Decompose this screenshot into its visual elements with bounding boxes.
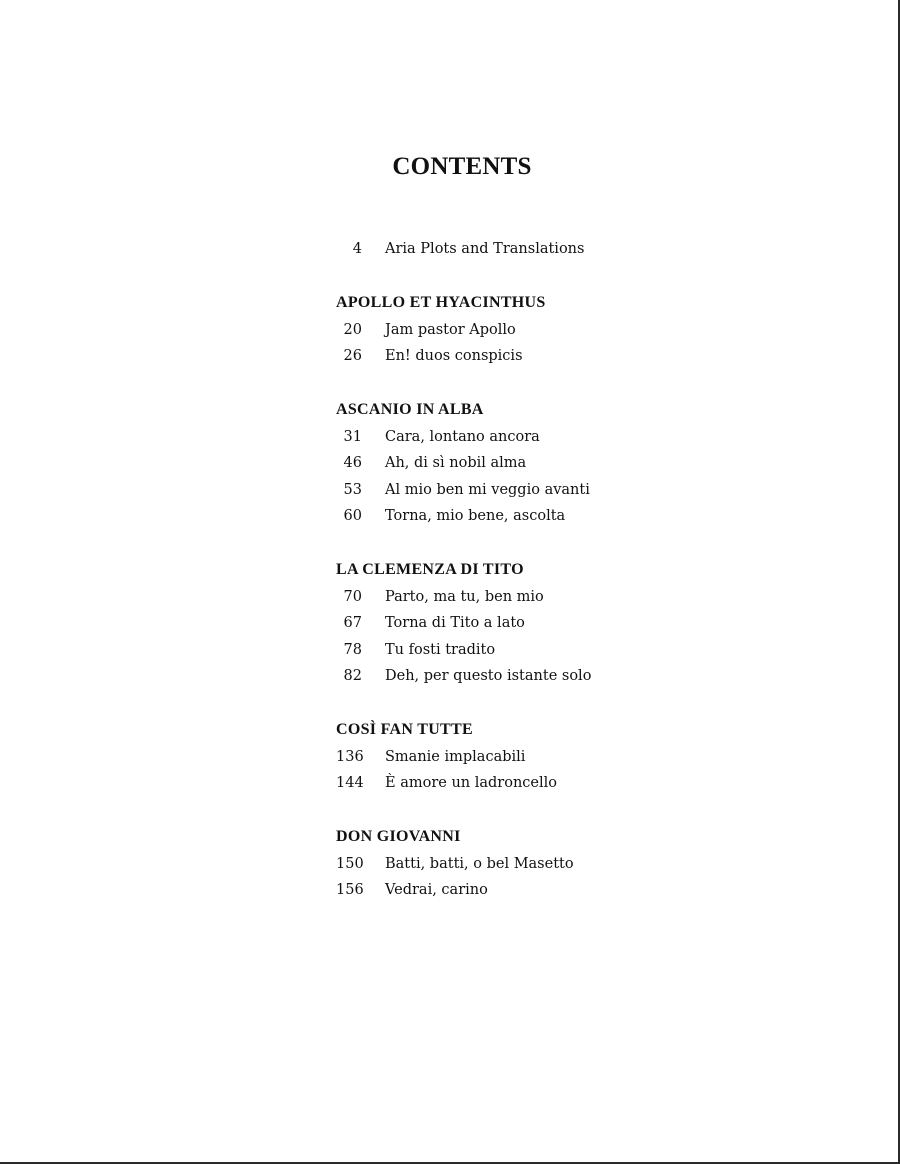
toc-entry: [336, 424, 756, 451]
toc-page-number: 53: [343, 481, 362, 498]
toc-entry: [336, 637, 756, 664]
toc-entry-title: È amore un ladroncello: [385, 775, 557, 791]
toc-section-ascanio-in-alba: [336, 396, 756, 530]
toc-page-number: 136: [336, 748, 364, 765]
toc-section-la-clemenza-di-tito: [336, 556, 756, 690]
toc-entry-title: Torna, mio bene, ascolta: [385, 508, 566, 524]
toc-entry-title: Smanie implacabili: [385, 748, 526, 765]
toc-page-number: 82: [343, 668, 362, 684]
toc-page-number: 67: [343, 615, 362, 631]
toc-entry: [336, 770, 756, 797]
toc-page-number: 144: [336, 775, 364, 791]
toc-page-number: 60: [343, 508, 362, 524]
toc-entry: [336, 236, 756, 263]
toc-page-number: 4: [352, 241, 362, 257]
toc-page-number: 70: [343, 588, 362, 605]
toc-entry: [336, 343, 756, 370]
toc-entry-title: Cara, lontano ancora: [385, 428, 540, 445]
toc-page-number: 20: [343, 321, 362, 338]
toc-entry: [336, 877, 756, 904]
toc-page-number: 156: [336, 882, 364, 898]
page-title: CONTENTS: [392, 153, 532, 180]
toc-entry: [336, 744, 756, 771]
toc-entry: [336, 317, 756, 344]
toc-entry: [336, 851, 756, 878]
toc-entry-title: Vedrai, carino: [385, 882, 488, 898]
toc-page-number: 150: [336, 855, 364, 872]
toc-entry: [336, 663, 756, 690]
toc-section-don-giovanni: [336, 823, 756, 904]
toc-entry-title: Tu fosti tradito: [385, 641, 496, 658]
toc-entry-title: Torna di Tito a lato: [385, 615, 525, 631]
toc-section-apollo-et-hyacinthus: [336, 289, 756, 370]
toc-entry: [336, 450, 756, 477]
toc-entry-title: Jam pastor Apollo: [385, 321, 516, 338]
toc-entry: [336, 584, 756, 611]
toc-entry-title: Batti, batti, o bel Masetto: [385, 855, 574, 872]
section-heading: COSÌ FAN TUTTE: [336, 720, 473, 738]
toc-entry-title: Aria Plots and Translations: [385, 241, 585, 257]
toc-entry-title: En! duos conspicis: [385, 348, 523, 364]
toc-entry-title: Parto, ma tu, ben mio: [385, 588, 544, 605]
section-heading: APOLLO ET HYACINTHUS: [336, 293, 546, 311]
table-of-contents: [336, 236, 756, 904]
toc-entry-title: Al mio ben mi veggio avanti: [385, 481, 590, 498]
toc-page-number: 46: [343, 455, 362, 471]
section-heading: ASCANIO IN ALBA: [336, 400, 484, 418]
toc-page-number: 78: [343, 641, 362, 658]
section-heading: DON GIOVANNI: [336, 827, 461, 845]
toc-entry: [336, 610, 756, 637]
toc-entry-title: Ah, di sì nobil alma: [385, 455, 527, 471]
toc-entry: [336, 503, 756, 530]
toc-page-number: 26: [343, 348, 362, 364]
toc-page-number: 31: [343, 428, 362, 445]
section-heading: LA CLEMENZA DI TITO: [336, 560, 524, 578]
toc-entry: [336, 477, 756, 504]
toc-section-cosi-fan-tutte: [336, 716, 756, 797]
toc-entry-title: Deh, per questo istante solo: [385, 668, 592, 684]
